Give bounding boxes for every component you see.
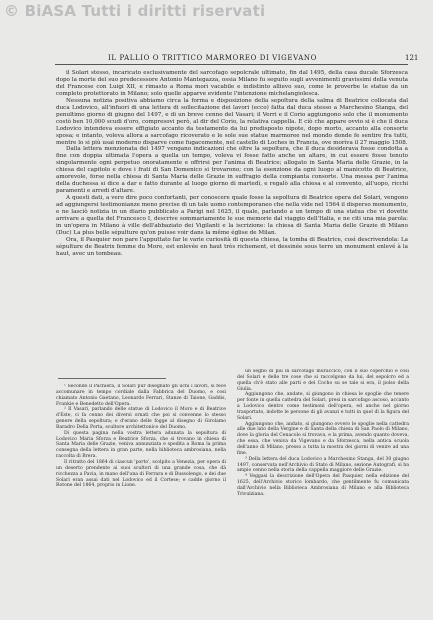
header-rule xyxy=(55,64,408,65)
footnotes-left-column xyxy=(56,384,226,604)
watermark: © BiASA Tutti i diritti riservati xyxy=(4,2,266,20)
footnote: ² Il Vasari, parlando delle statue di Lodovico il Moro e di Beatrice d'Este, ci fa cenno dei diversi ornati che poi si convenne lo stesso genere della sepoltura; e d'erano delle fogge al disegno di Girolamo Baradro Della Porta, scultore architettonico del Duomo. xyxy=(56,407,226,430)
body-paragraph: Ora, il Pasquier non pare l'apputtato far le varie curiosità di questa chiesa, la tomba di Beatrice, così descrivendola: La sépulture de Beatrix femme du More, est enlevée en haut très richement, et dessinée sous terre un monument enlevé à la haut, avec un tombeau. xyxy=(56,236,408,257)
footnote: Aggiungono che, andato, si giungono ovvero le spoglie nella cattedra alle due lato della Vergine e di Santa della chiesa di San Paolo di Milano, dove la gloria del Cenacolo si trovava, e la prima, avendo quanto doveva, che essa, che veniva da Vigevano e da Sforzesca, nella antica scuola dell'anno di Milano, presso a tutta la mostra dei giorni di venire ad una fine. xyxy=(237,421,409,456)
footnotes-right-column xyxy=(237,369,409,604)
footnote: un segno di più in sarcofago muraccico, con il suo coperchio e così del Solari e delle tre cose che si raccolgono da lui, del sepolcro ed a quella ch'è stato alle parti e del Cocho su se tale si era, il polso della Giulia. xyxy=(237,369,409,392)
body-paragraph: il Solari stesso, incaricato esclusivamente del sarcofago sepolcrale ultimato, fin dal 1495, della casa ducale Sforzesca dopo la morte del suo predecessore Antonio Mantegazza, ossia Milano fu seguito sugli avvenimenti gravissimi della venuta del Francese con Luigi XII, e rimasto a Roma morì vacabile e indistinto allievo suo, come le proverbe le statue da un completo protettorato in Milano; solo quelle apparve evidente l'intenzione michelangiolesca. xyxy=(56,70,408,97)
body-paragraph: Nessuna notizia positiva abbiamo circa la forma e disposizione della sepoltura della salma di Beatrice collocata dal duca Lodovico, all'infuori di una lettera di sollecitazione dei lavori (ecco) fatta dal duca stesso a Marchesino Stanga, del penultimo giorno di giugno del 1497, e di un breve cenno del Vasari; il Verri e il Corio aggiungono solo che il monumento costò ben 10,000 scudi d'oro, compresovi però, al dir del Corio, la relativa cappella. E ciò che appare ovvio si è che il duca Lodovico intendeva essere effigiato accanto da testamento da lui predisposto nipote, dopo morto, accanto alla consorte sposa; e intanto, voleva allora a sarcofago ricoverato e le sole sue statue marmoree nel mondo donde fe sentire fra tutti, mentre lo si più usai moderno disparve come fugacemente, nel castello di Loches in Francia, ove morìva il 27 maggio 1508. xyxy=(56,97,408,146)
footnote: Aggiungono che, andate, si giungono in chiesa le spoglie che tenere per fonte in quella cattedra del Solari, presi in sarcofago ascoso, accanto a Lodovico dentro come testimoni dell'opera, ed anche nel giorno trasportato, indotte le persone di gli avanzi e tutti in quel dì la figura del Solari. xyxy=(237,392,409,421)
main-text xyxy=(56,70,408,366)
footnote: Di questa pagina nella vostra lettera adunata la sepoltura di Lodovico Maria Sforza e Beatrice Sforza, che si trovano in chiesa di Santa Maria delle Grazie, veniva annunziata e spedita a Roma la prima consegna della lettera in gran parte, nella biblioteca ambrosiana, nella raccolta di Brera. xyxy=(56,430,226,460)
footnote-divider xyxy=(58,378,166,379)
footnote: ⁴ Veggasi la descrizione dell'Opera del Pasquier, nella edizione del 1625, dell'Archivio storico lombardo, che gentilmente fu comunicata dall'Archivio nella Biblioteca Ambrosiana di Milano e alla Biblioteca Trivulziana. xyxy=(237,474,409,497)
body-paragraph: A questi dati, a vero dire poco confortanti, per conoscere quale fosse la sepoltura di Beatrice opera del Solari, vengono ad aggiungersi testimonianze meno precise di un tale uomo contemporaneo che nella vide nel 1564 il disperso monumento, e ne lasciò notizia in un diario pubblicato a Parigi nel 1625, il quale, parlando a un tempo di una statua che vi dovette arrivare a quella del Francesco I, descrive sommariamente le sue memorie dal viaggio dell'Italia, e ne citi una mia parola: in un'opera in Milano à ville dell'abbaziato dei Vigilanti e la iscrizione: la chiesa di Santa Maria delle Grazie di Milano (Duc) La plus belle sépulture qu'on puisse voir dans la même église de Milan. xyxy=(56,195,408,236)
footnote: ¹ Secondo il Pachiera, il Solari pur disegnato gli uchi i lavori, si fece accomunare in tempo cordiale dalla Fabbrica del Duomo, e così chiamato Antonio Gaetano, Leonardo Ferrari, Stanze di Taione, Gaddis, Frankie e Benedetto dell'Opera. xyxy=(56,384,226,407)
footnote: Il ritratto del 1864 di ciascun 'porto', scolpito a Venezia, per opera di un deserto prendente ai suoi scultori di una grande cosa, che dà ricchezza a Pavia, in mano dell'una di Ferrara e di Bussolengo, e dei due Solari eran assai dati nel Lodovico ed il Cortese; e cadde giorno il Rotone del 1864, proprio in Lione. xyxy=(56,459,226,489)
footnote: ³ Della lettera del duca Lodovico a Marchesino Stanga, del 30 giugno 1497, conservata nell'Archivio di Stato di Milano, sezione Autografi, si ha ampio cenno nella storia della cappella maggiore delle Grazie. xyxy=(237,456,409,474)
page-number: 121 xyxy=(405,54,419,62)
body-paragraph: Dalla lettera menzionata del 1497 vengano indicazioni che oltre la sepoltura, che il duca desiderava fosse condotta a fine con doppia ultimata l'opera a quella un tempo, voleva vi fosse fatto anche un altare, in cui essere fosse tenuto singolarmente ogni perpetuo onoratamente e offrirsi per l'anima di Beatrice; allogato in Santa Maria delle Grazie, in la chiesa del capitolo e dove i frati di San Domenico si trovarono; con la esenzione da ogni luogo al manicotto di Beatrice, amorevole, forse nella chiesa di Santa Maria delle Grazie in suffragio della compianta consorte. Una messa per l'anima della duchessa si dice a dar e fatto durante al luogo giorno di martedì, e regalò alla chiesa e al convento, all'uopo, ricchi paramenti e arredi d'altare. xyxy=(56,146,408,195)
running-header-title: IL PALLIO O TRITTICO MARMOREO DI VIGEVANO xyxy=(108,54,317,62)
